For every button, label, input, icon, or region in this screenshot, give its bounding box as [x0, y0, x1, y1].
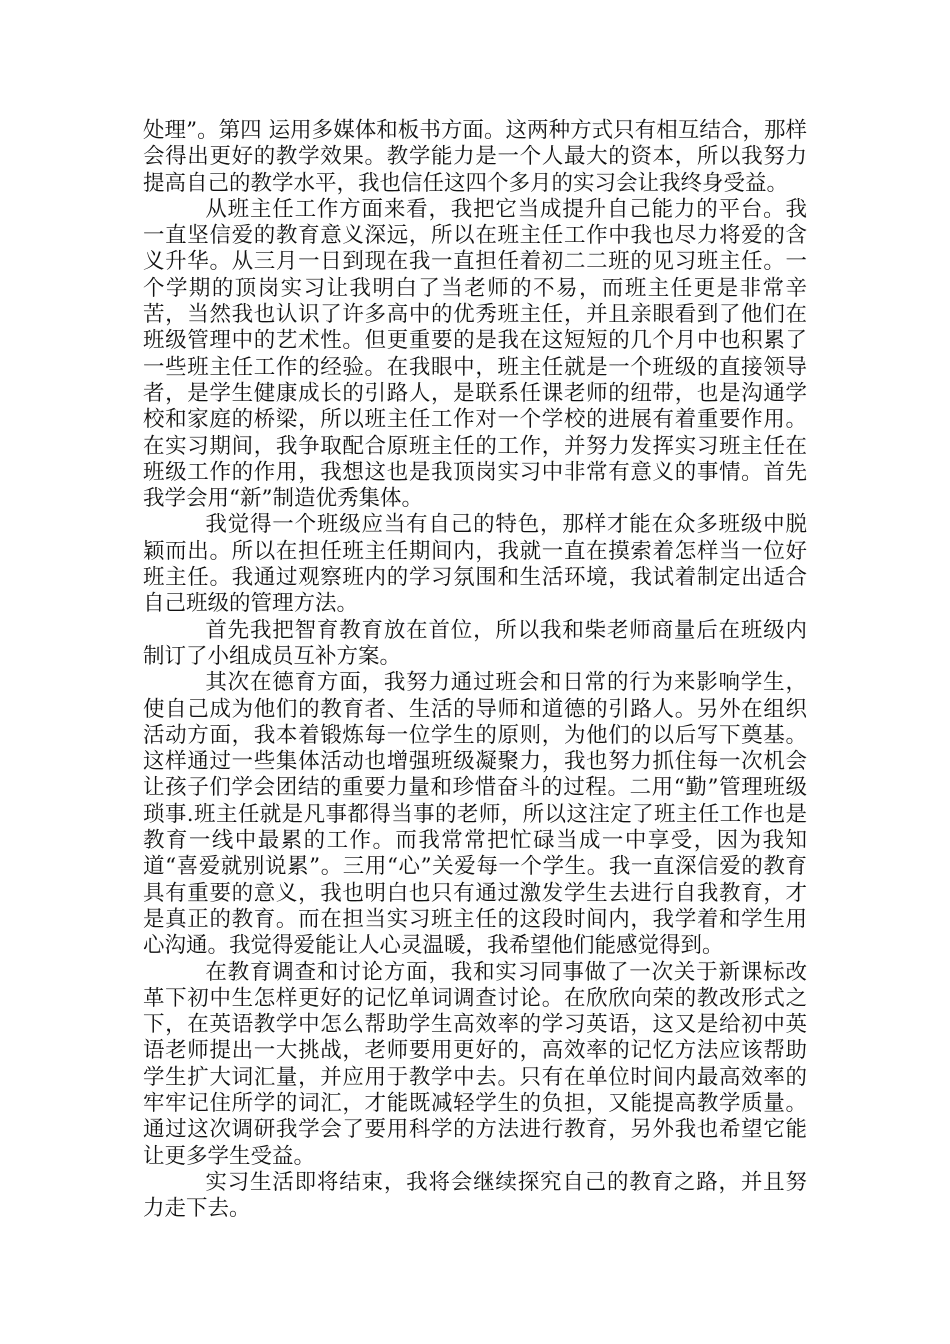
paragraph-3: 我觉得一个班级应当有自己的特色，那样才能在众多班级中脱颖而出。所以在担任班主任期间内，我就一直在摸索着怎样当一位好班主任。我通过观察班内的学习氛围和生活环境，我试着制定出适合自己班级的管理方法。 — [143, 512, 807, 617]
paragraph-7: 实习生活即将结束，我将会继续探究自己的教育之路，并且努力走下去。 — [143, 1169, 807, 1222]
paragraph-2: 从班主任工作方面来看，我把它当成提升自己能力的平台。我一直坚信爱的教育意义深远，所以在班主任工作中我也尽力将爱的含义升华。从三月一日到现在我一直担任着初二二班的见习班主任。一个学期的顶岗实习让我明白了当老师的不易，而班主任更是非常辛苦，当然我也认识了许多高中的优秀班主任，并且亲眼看到了他们在班级管理中的艺术性。但更重要的是我在这短短的几个月中也积累了一些班主任工作的经验。在我眼中，班主任就是一个班级的直接领导者，是学生健康成长的引路人，是联系任课老师的纽带，也是沟通学校和家庭的桥梁，所以班主任工作对一个学校的进展有着重要作用。在实习期间，我争取配合原班主任的工作，并努力发挥实习班主任在班级工作的作用，我想这也是我顶岗实习中非常有意义的事情。首先我学会用“新”制造优秀集体。 — [143, 196, 807, 512]
paragraph-1: 处理”。第四 运用多媒体和板书方面。这两种方式只有相互结合，那样会得出更好的教学效果。教学能力是一个人最大的资本，所以我努力提高自己的教学水平，我也信任这四个多月的实习会让我终身受益。 — [143, 118, 807, 196]
paragraph-5: 其次在德育方面，我努力通过班会和日常的行为来影响学生，使自己成为他们的教育者、生活的导师和道德的引路人。另外在组织活动方面，我本着锻炼每一位学生的原则，为他们的以后写下奠基。这样通过一些集体活动也增强班级凝聚力，我也努力抓住每一次机会让孩子们学会团结的重要力量和珍惜奋斗的过程。二用“勤”管理班级琐事.班主任就是凡事都得当事的老师，所以这注定了班主任工作也是教育一线中最累的工作。而我常常把忙碌当成一中享受，因为我知道“喜爱就别说累”。三用“心”关爱每一个学生。我一直深信爱的教育具有重要的意义，我也明白也只有通过激发学生去进行自我教育，才是真正的教育。而在担当实习班主任的这段时间内，我学着和学生用心沟通。我觉得爱能让人心灵温暖，我希望他们能感觉得到。 — [143, 670, 807, 959]
document-page — [143, 118, 807, 1222]
paragraph-4: 首先我把智育教育放在首位，所以我和柴老师商量后在班级内制订了小组成员互补方案。 — [143, 617, 807, 669]
paragraph-6: 在教育调查和讨论方面，我和实习同事做了一次关于新课标改革下初中生怎样更好的记忆单词调查讨论。在欣欣向荣的教改形式之下，在英语教学中怎么帮助学生高效率的学习英语，这又是给初中英语老师提出一大挑战，老师要用更好的，高效率的记忆方法应该帮助学生扩大词汇量，并应用于教学中去。只有在单位时间内最高效率的牢牢记住所学的词汇，才能既减轻学生的负担，又能提高教学质量。通过这次调研我学会了要用科学的方法进行教育，另外我也希望它能让更多学生受益。 — [143, 959, 807, 1169]
